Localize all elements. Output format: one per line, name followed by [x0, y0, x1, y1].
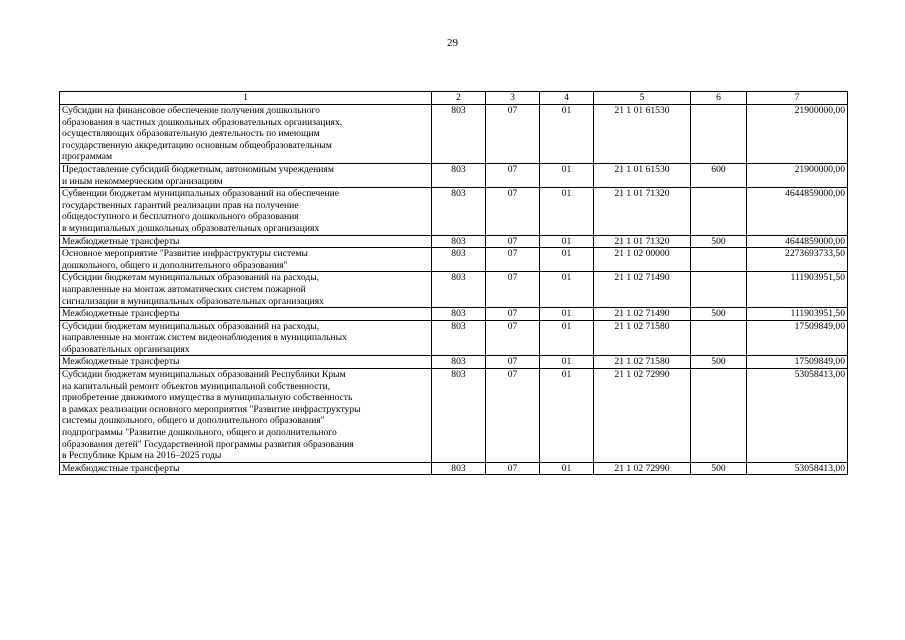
section-code-cell: 07	[486, 272, 540, 308]
amount-cell: 53058413,00	[747, 462, 848, 475]
table-row	[60, 308, 848, 321]
amount-cell: 53058413,00	[747, 369, 848, 463]
subsection-code-cell: 01	[540, 235, 594, 248]
amount-cell: 17509849,00	[747, 356, 848, 369]
table-row	[60, 163, 848, 187]
table-row	[60, 188, 848, 235]
grbs-code-cell: 803	[432, 188, 486, 235]
table-row	[60, 105, 848, 164]
subsection-code-cell: 01	[540, 248, 594, 272]
section-code-cell: 07	[486, 308, 540, 321]
section-code-cell: 07	[486, 105, 540, 164]
amount-cell: 17509849,00	[747, 320, 848, 356]
grbs-code-cell: 803	[432, 308, 486, 321]
row-name-cell: Межбюджетные трансферты	[60, 356, 432, 369]
column-header: 5	[594, 92, 691, 105]
table-row	[60, 462, 848, 475]
target-article-cell: 21 1 02 72990	[594, 369, 691, 463]
section-code-cell: 07	[486, 235, 540, 248]
subsection-code-cell: 01	[540, 188, 594, 235]
row-name-cell: Межбюджетные трансферты	[60, 308, 432, 321]
subsection-code-cell: 01	[540, 163, 594, 187]
amount-cell: 2273693733,50	[747, 248, 848, 272]
grbs-code-cell: 803	[432, 462, 486, 475]
expense-type-cell: 500	[691, 356, 747, 369]
row-name-cell: Межбюджетные трансферты	[60, 235, 432, 248]
section-code-cell: 07	[486, 356, 540, 369]
subsection-code-cell: 01	[540, 320, 594, 356]
row-name-cell: Субвенции бюджетам муниципальных образований на обеспечение государственных гарантий реализации прав на получение общедоступного и бесплатного дошкольного образования в муниципальных дошкольных образовательных организациях	[60, 188, 432, 235]
expense-type-cell	[691, 272, 747, 308]
section-code-cell: 07	[486, 163, 540, 187]
expense-type-cell: 600	[691, 163, 747, 187]
table-row	[60, 356, 848, 369]
column-header: 6	[691, 92, 747, 105]
row-name-cell: Предоставление субсидий бюджетным, автономным учреждениям и иным некоммерческим организациям	[60, 163, 432, 187]
expense-type-cell	[691, 188, 747, 235]
target-article-cell: 21 1 01 71320	[594, 188, 691, 235]
header-row	[60, 92, 848, 105]
section-code-cell: 07	[486, 188, 540, 235]
grbs-code-cell: 803	[432, 163, 486, 187]
row-name-cell: Субсидии бюджетам муниципальных образований Республики Крым на капитальный ремонт объектов муниципальной собственности, приобретение движимого имущества в муниципальную собственность в рамках реализации основного мероприятия "Развитие инфраструктуры системы дошкольного, общего и дополнительного образования" подпрограммы "Развитие дошкольного, общего и дополнительного образования детей" Государственной программы развития образования в Республике Крым на 2016–2025 годы	[60, 369, 432, 463]
section-code-cell: 07	[486, 462, 540, 475]
target-article-cell: 21 1 02 71580	[594, 356, 691, 369]
subsection-code-cell: 01	[540, 308, 594, 321]
expense-type-cell: 500	[691, 235, 747, 248]
grbs-code-cell: 803	[432, 356, 486, 369]
table-row	[60, 248, 848, 272]
target-article-cell: 21 1 02 00000	[594, 248, 691, 272]
section-code-cell: 07	[486, 320, 540, 356]
target-article-cell: 21 1 02 71580	[594, 320, 691, 356]
table-row	[60, 320, 848, 356]
amount-cell: 21900000,00	[747, 105, 848, 164]
amount-cell: 111903951,50	[747, 308, 848, 321]
expense-type-cell	[691, 248, 747, 272]
column-header: 3	[486, 92, 540, 105]
subsection-code-cell: 01	[540, 105, 594, 164]
row-name-cell: Субсидии бюджетам муниципальных образований на расходы, направленные на монтаж систем видеонаблюдения в муниципальных образовательных организациях	[60, 320, 432, 356]
column-header: 4	[540, 92, 594, 105]
target-article-cell: 21 1 01 61530	[594, 105, 691, 164]
target-article-cell: 21 1 02 71490	[594, 272, 691, 308]
grbs-code-cell: 803	[432, 235, 486, 248]
subsection-code-cell: 01	[540, 272, 594, 308]
section-code-cell: 07	[486, 248, 540, 272]
subsection-code-cell: 01	[540, 462, 594, 475]
amount-cell: 4644859000,00	[747, 235, 848, 248]
target-article-cell: 21 1 01 61530	[594, 163, 691, 187]
expense-type-cell: 500	[691, 462, 747, 475]
row-name-cell: Межбюджстные трансферты	[60, 462, 432, 475]
grbs-code-cell: 803	[432, 369, 486, 463]
row-name-cell: Основное мероприятие "Развитие инфраструктуры системы дошкольного, общего и дополнительного образования"	[60, 248, 432, 272]
expense-type-cell	[691, 320, 747, 356]
grbs-code-cell: 803	[432, 105, 486, 164]
expense-type-cell	[691, 369, 747, 463]
expense-type-cell: 500	[691, 308, 747, 321]
amount-cell: 4644859000,00	[747, 188, 848, 235]
target-article-cell: 21 1 02 72990	[594, 462, 691, 475]
grbs-code-cell: 803	[432, 272, 486, 308]
table-row	[60, 272, 848, 308]
row-name-cell: Субсидии на финансовое обеспечение получения дошкольного образования в частных дошкольных образовательных организациях, осуществляющих образовательную деятельность по имеющим государственную аккредитацию основным общеобразовательным программам	[60, 105, 432, 164]
subsection-code-cell: 01	[540, 356, 594, 369]
target-article-cell: 21 1 01 71320	[594, 235, 691, 248]
expense-type-cell	[691, 105, 747, 164]
table-row	[60, 235, 848, 248]
target-article-cell: 21 1 02 71490	[594, 308, 691, 321]
grbs-code-cell: 803	[432, 248, 486, 272]
row-name-cell: Субсидии бюджетам муниципальных образований на расходы, направленные на монтаж автоматических систем пожарной сигнализации в муниципальных образовательных организациях	[60, 272, 432, 308]
column-header: 7	[747, 92, 848, 105]
column-header: 2	[432, 92, 486, 105]
section-code-cell: 07	[486, 369, 540, 463]
table-row	[60, 369, 848, 463]
amount-cell: 21900000,00	[747, 163, 848, 187]
grbs-code-cell: 803	[432, 320, 486, 356]
amount-cell: 111903951,50	[747, 272, 848, 308]
budget-table	[59, 91, 848, 475]
column-header: 1	[60, 92, 432, 105]
subsection-code-cell: 01	[540, 369, 594, 463]
page-number: 29	[447, 37, 458, 49]
